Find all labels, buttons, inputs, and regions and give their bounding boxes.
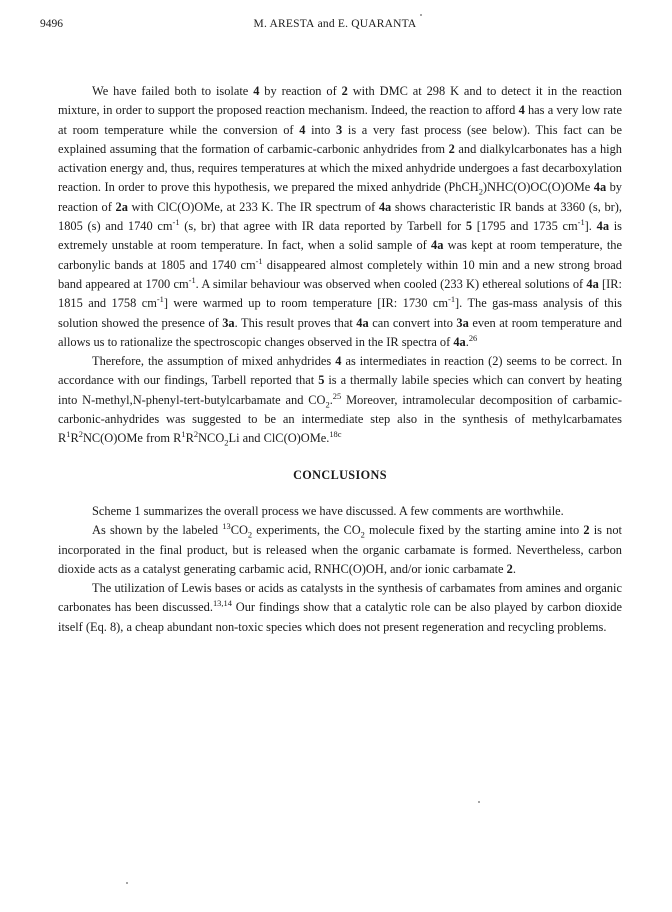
scan-speck [420,14,422,16]
running-head [40,18,630,30]
running-head-part: and E. Q [314,18,360,30]
page-header [40,18,630,34]
body-text [58,82,622,637]
section-title-conclusions: CONCLUSIONS [293,467,387,482]
paragraph-2: Therefore, the assumption of mixed anhydrides 4 as intermediates in reaction (2) seems to be correct. In accordance with our findings, Tarbell reported that 5 is a thermally labile species which can convert by heating into N-methyl,N-phenyl-tert-butylcarbamate and $CO_2.^{25}$ Moreover, intramolecular decomposition of carbamic-carbonic-anhydrides was suggested to be an intermediate step also in the synthesis of methylcarbamates $R^1R^2NC(O)OMe$ from $R^1R^2NCO_2Li$ and ClC(O)OMe.$^{18c}$ [58,354,622,448]
paragraph-5: The utilization of Lewis bases or acids as catalysts in the synthesis of carbamates from amines and organic carbonates has been discussed.$^{13,14}$ Our findings show that a catalytic role can be also played by carbon dioxide itself (Eq. 8), a cheap abundant non-toxic species which does not present regeneration and recycling problems. [58,581,623,634]
paragraph-4: As shown by the labeled $^{13}CO_2$ experiments, the $CO_2$ molecule fixed by the starting amine into 2 is not incorporated in the final product, but is released when the organic carbamate is formed. Nevertheless, carbon dioxide acts as a catalyst generating carbamic acid, RNHC(O)OH, and/or ionic carbamate 2. [58,521,622,576]
running-head-part: RESTA [278,18,315,30]
page-number: 9496 [40,18,63,30]
scan-speck [478,801,480,803]
running-head-part: UARANTA [359,18,417,30]
scan-speck [126,882,128,884]
paragraph-1: We have failed both to isolate 4 by reaction of 2 with DMC at 298 K and to detect it in the reaction mixture, in order to support the proposed reaction mechanism. Indeed, the reaction to afford 4 has a very low rate at room temperature while the conversion of 4 into 3 is a very fast process (see below). This fact can be explained assuming that the formation of carbamic-carbonic anhydrides from 2 and dialkylcarbonates has a high activation energy and, thus, requires temperatures at which the mixed anhydride undergoes a fast decarboxylation reaction. In order to prove this hypothesis, we prepared the mixed anhydride (PhCH$_2$)NHC(O)OC(O)OMe 4a by reaction of 2a with ClC(O)OMe, at 233 K. The IR spectrum of 4a shows characteristic IR bands at 3360 (s, br), 1805 (s) and 1740 $cm^{-1}$ (s, br) that agree with IR data reported by Tarbell for 5 [1795 and 1735 $cm^{-1}$]. 4a is extremely unstable at room temperature. In fact, when a solid sample of 4a was kept at room temperature, the carbonylic bands at 1805 and 1740 $cm^{-1}$ disappeared almost completely within 10 min and a new strong broad band appeared at 1700 $cm^{-1}$. A similar behaviour was observed when cooled (233 K) ethereal solutions of 4a [IR: 1815 and 1758 $cm^{-1}$] were warmed up to room temperature [IR: 1730 $cm^{-1}$]. The gas-mass analysis of this solution showed the presence of 3a. This result proves that 4a can convert into 3a even at room temperature and allows us to rationalize the spectroscopic changes observed in the IR spectra of 4a.$^{26}$ [58,84,623,349]
running-head-part: M. A [253,18,278,30]
paragraph-3: Scheme 1 summarizes the overall process we have discussed. A few comments are worthwhile. [92,503,564,518]
